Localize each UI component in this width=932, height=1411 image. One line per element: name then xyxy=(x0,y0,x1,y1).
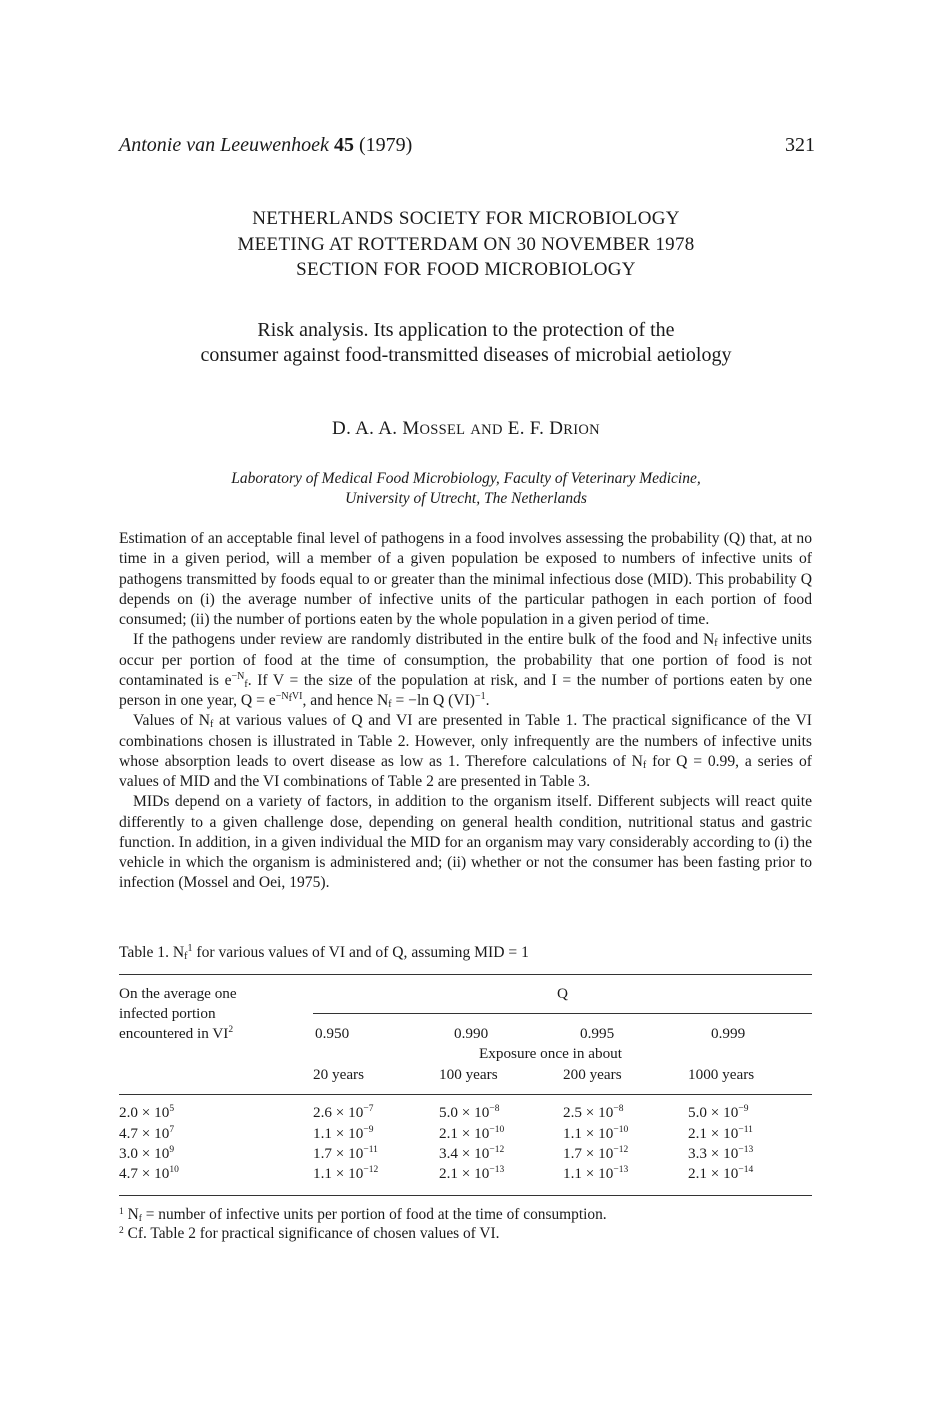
journal-year: (1979) xyxy=(358,134,413,156)
exposure-2: 100 years xyxy=(439,1066,498,1083)
journal-citation xyxy=(119,134,412,157)
table-row-2-vi: $4.7 \times 10^7$ xyxy=(119,1125,175,1142)
table-cell: $2.5 \times 10^{-8}$ xyxy=(563,1104,624,1121)
meeting-header xyxy=(0,206,932,283)
table-cell: $1.7 \times 10^{-12}$ xyxy=(563,1145,629,1162)
stub-header-line-3: encountered in $VI^2$ xyxy=(119,1025,234,1042)
q-value-3: 0.995 xyxy=(580,1025,615,1042)
exposure-3: 200 years xyxy=(563,1066,622,1083)
journal-volume: 45 xyxy=(333,134,354,156)
paragraph-1: Estimation of an acceptable final level of pathogens in a food involves assessing the probability (Q) that, at no time in a given period, will a member of a given population be exposed to numbers of infective units of pathogens transmitted by foods equal to or greater than the minimal infectious dose (MID). This probability Q depends on (i) the average number of infective units of the particular pathogen in each portion of food consumed; (ii) the number of portions eaten by the whole population in a given period of time. xyxy=(119,530,812,628)
article-title xyxy=(0,318,932,368)
stub-header-line-2: infected portion xyxy=(119,1005,216,1022)
q-header: Q xyxy=(557,985,568,1002)
stub-header-line-1: On the average one xyxy=(119,985,237,1002)
society-line: NETHERLANDS SOCIETY FOR MICROBIOLOGY xyxy=(252,208,680,229)
table-cell: $5.0 \times 10^{-9}$ xyxy=(688,1104,749,1121)
author-1-initials: D. A. A. M xyxy=(332,418,420,439)
table-row-1-vi: $2.0 \times 10^5$ xyxy=(119,1104,175,1121)
table-caption: Table 1. $N_f^1$ for various values of VI and of Q, assuming MID = 1 xyxy=(119,943,529,962)
table-cell: $5.0 \times 10^{-8}$ xyxy=(439,1104,500,1121)
author-2-surname: RION xyxy=(563,422,600,438)
meeting-line: MEETING AT ROTTERDAM ON 30 NOVEMBER 1978 xyxy=(237,233,695,255)
paragraph-2: If the pathogens under review are randomly distributed in the entire bulk of the food and $N_f$ infective units occur per portion of food at the time of consumption, the probability that one portion of food is not contaminated is $e^{-N}_f$. If V = the size of the population at risk, and I = the number of portions eaten by one person in one year, $Q = e^{-N_fVI}$, and hence $N_f = -\ln$ Q (VI)$^{-1}$. xyxy=(119,631,812,710)
author-2-initials: E. F. D xyxy=(507,418,564,439)
table-cell: $1.1 \times 10^{-9}$ xyxy=(313,1125,374,1142)
paragraph-3: Values of $N_f$ at various values of Q and VI are presented in Table 1. The practical significance of the VI combinations chosen is illustrated in Table 2. However, only infrequently are the numbers of infective units whose absorption leads to overt disease as low as 1. Therefore calculations of $N_f$ for Q = 0.99, a series of values of MID and the VI combinations of Table 2 are presented in Table 3. xyxy=(119,712,812,790)
exposure-label: Exposure once in about xyxy=(479,1045,622,1062)
title-line-2: consumer against food-transmitted diseases of microbial aetiology xyxy=(200,344,732,366)
journal-name: Antonie van Leeuwenhoek xyxy=(119,134,329,156)
table-cell: $2.1 \times 10^{-11}$ xyxy=(688,1125,753,1142)
table-cell: $2.1 \times 10^{-10}$ xyxy=(439,1125,505,1142)
q-value-1: 0.950 xyxy=(315,1025,350,1042)
q-header-rule xyxy=(313,1013,812,1014)
table-cell: $3.3 \times 10^{-13}$ xyxy=(688,1145,754,1162)
article-body xyxy=(119,529,812,894)
table-cell: $2.1 \times 10^{-13}$ xyxy=(439,1165,505,1182)
table-cell: $1.7 \times 10^{-11}$ xyxy=(313,1145,378,1162)
footnote-1: $^1$ $N_f$ = number of infective units per portion of food at the time of consumption. xyxy=(119,1206,607,1224)
table-row-4-vi: $4.7 \times 10^{10}$ xyxy=(119,1165,179,1182)
page-number: 321 xyxy=(785,134,815,156)
authors-and: AND xyxy=(470,422,503,438)
affiliation-line-2: University of Utrecht, The Netherlands xyxy=(345,490,587,507)
table-row-3-vi: $3.0 \times 10^9$ xyxy=(119,1145,175,1162)
table-top-rule xyxy=(119,974,812,975)
table-cell: $1.1 \times 10^{-13}$ xyxy=(563,1165,629,1182)
running-head xyxy=(119,134,815,160)
affiliation-line-1: Laboratory of Medical Food Microbiology, Faculty of Veterinary Medicine, xyxy=(231,470,701,487)
table-bottom-rule xyxy=(119,1195,812,1196)
table-cell: $3.4 \times 10^{-12}$ xyxy=(439,1145,505,1162)
authors xyxy=(0,418,932,440)
q-value-2: 0.990 xyxy=(454,1025,489,1042)
table-cell: $1.1 \times 10^{-12}$ xyxy=(313,1165,379,1182)
exposure-4: 1000 years xyxy=(688,1066,755,1083)
footnote-2: $^2$ Cf. Table 2 for practical significance of chosen values of VI. xyxy=(119,1225,500,1242)
exposure-1: 20 years xyxy=(313,1066,365,1083)
q-value-4: 0.999 xyxy=(711,1025,746,1042)
affiliation xyxy=(0,469,932,509)
title-line-1: Risk analysis. Its application to the protection of the xyxy=(257,319,675,341)
table-header-rule xyxy=(119,1094,812,1095)
section-line: SECTION FOR FOOD MICROBIOLOGY xyxy=(296,259,636,280)
author-1-surname: OSSEL xyxy=(419,422,466,438)
table-cell: $2.1 \times 10^{-14}$ xyxy=(688,1165,754,1182)
paragraph-4: MIDs depend on a variety of factors, in addition to the organism itself. Different subjects will react quite differently to a given challenge dose, depending on general health condition, nutritional status and gastric function. In addition, in a given individual the MID for an organism may vary considerably according to (i) the vehicle in which the organism is administered and; (ii) whether or not the consumer has been fasting prior to infection (Mossel and Oei, 1975). xyxy=(119,793,812,892)
table-cell: $2.6 \times 10^{-7}$ xyxy=(313,1104,374,1121)
table-cell: $1.1 \times 10^{-10}$ xyxy=(563,1125,629,1142)
